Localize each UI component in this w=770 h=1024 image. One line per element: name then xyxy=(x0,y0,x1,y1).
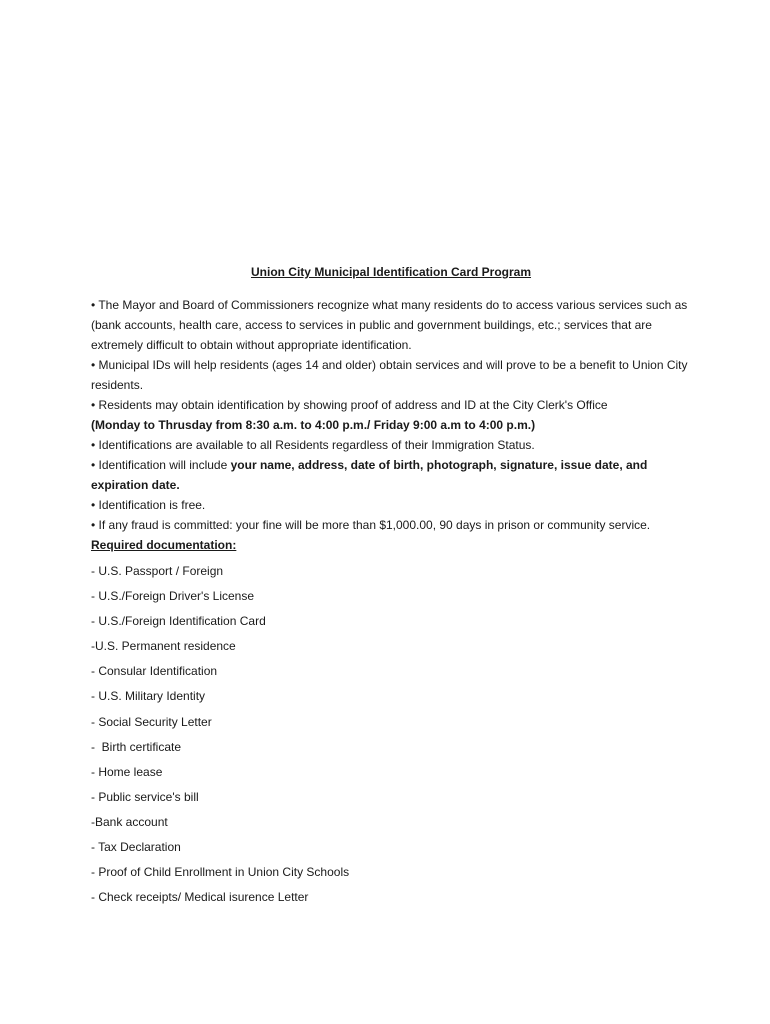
list-item: - Tax Declaration xyxy=(91,840,181,855)
list-item: - Public service's bill xyxy=(91,789,199,804)
list-item: - Birth certificate xyxy=(91,739,182,754)
list-item: - Home lease xyxy=(91,764,163,779)
bullet-fraud: • If any fraud is committed: your fine will be more than $1,000.00, 90 days in prison or community service. xyxy=(91,518,651,532)
required-docs-heading: Required documentation: xyxy=(91,538,237,552)
list-item: - Check receipts/ Medical isurence Letter xyxy=(91,890,309,905)
list-item: - U.S. Military Identity xyxy=(91,689,206,704)
list-item: - Consular Identification xyxy=(91,664,218,679)
list-item: -U.S. Permanent residence xyxy=(91,639,236,654)
document-body xyxy=(91,262,691,914)
bullet-municipal-ids: • Municipal IDs will help residents (ages 14 and older) obtain services and will prove to be a benefit to Union City residents. xyxy=(91,358,688,392)
bullet-obtain-text: • Residents may obtain identification by showing proof of address and ID at the City Clerk's Office xyxy=(91,398,608,412)
list-item: - U.S. Passport / Foreign xyxy=(91,564,224,578)
list-item: - U.S./Foreign Driver's License xyxy=(91,589,255,604)
bullet-obtain xyxy=(91,395,691,435)
bullet-includes-fields: your name, address, date of birth, photograph, signature, issue date, and expiration date. xyxy=(91,458,648,492)
bullet-free: • Identification is free. xyxy=(91,498,206,512)
office-hours: (Monday to Thrusday from 8:30 a.m. to 4:00 p.m./ Friday 9:00 a.m to 4:00 p.m.) xyxy=(91,418,536,432)
bullet-services: • The Mayor and Board of Commissioners recognize what many residents do to access various services such as (bank accounts, health care, access to services in public and government buildings, etc.; services that are extremely difficult to obtain without appropriate identification. xyxy=(91,298,688,352)
list-item: - U.S./Foreign Identification Card xyxy=(91,614,266,629)
list-item: - Proof of Child Enrollment in Union City Schools xyxy=(91,865,350,880)
list-item: -Bank account xyxy=(91,814,168,829)
bullet-includes-prefix: • Identification will include xyxy=(91,458,231,472)
info-bullets xyxy=(91,295,691,535)
list-item: - Social Security Letter xyxy=(91,714,212,729)
bullet-includes xyxy=(91,455,691,495)
required-docs-list xyxy=(91,563,691,906)
bullet-availability: • Identifications are available to all Residents regardless of their Immigration Status. xyxy=(91,438,535,452)
document-title: Union City Municipal Identification Card Program xyxy=(250,265,532,279)
